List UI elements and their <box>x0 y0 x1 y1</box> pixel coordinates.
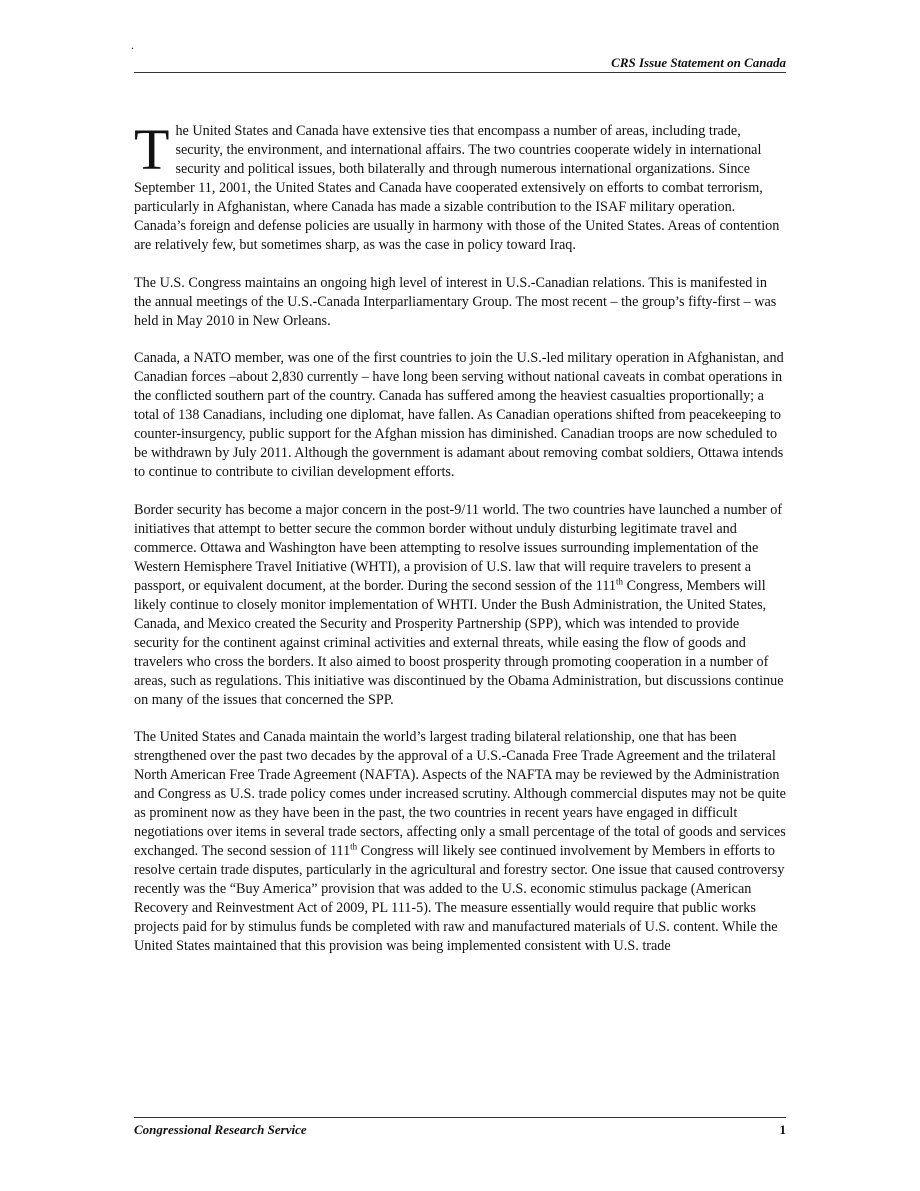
paragraph-trade-text-a: The United States and Canada maintain the world’s largest trading bilateral relationship, one that has been strengthened over the past two decades by the approval of a U.S.-Canada Free Trade Agreement and the trilateral North American Free Trade Agreement (NAFTA). Aspects of the NAFTA may be reviewed by the Administration and Congress as U.S. trade policy comes under increased scrutiny. Although commercial disputes may not be quite as prominent now as they have been in the past, the two countries in recent years have engaged in difficult negotiations over items in several trade sectors, affecting only a small percentage of the total of goods and services exchanged. The second session of 111 <box>134 729 786 860</box>
footer-source: Congressional Research Service <box>134 1122 307 1137</box>
paragraph-intro <box>134 117 786 255</box>
paragraph-border-security <box>134 501 786 709</box>
paragraph-intro-text: he United States and Canada have extensive ties that encompass a number of areas, including trade, security, the environment, and international affairs. The two countries cooperate widely in international security and political issues, both bilaterally and through numerous international organizations. Since September 11, 2001, the United States and Canada have cooperated extensively on efforts to combat terrorism, particularly in Afghanistan, where Canada has made a sizable contribution to the ISAF military operation. Canada’s foreign and defense policies are usually in harmony with those of the United States. Areas of contention are relatively few, but sometimes sharp, as was the case in policy toward Iraq. <box>134 123 780 253</box>
document-body <box>134 117 786 975</box>
page-number: 1 <box>779 1122 786 1137</box>
superscript-th: th <box>350 841 358 852</box>
paragraph-border-security-text-b: Congress, Members will likely continue to closely monitor implementation of WHTI. Under the Bush Administration, the United States, Canada, and Mexico created the Security and Prosperity Partnership (SPP), which was intended to provide security for the continent against criminal activities and external threats, while easing the flow of goods and travelers who cross the borders. It also aimed to boost prosperity through promoting cooperation in a number of areas, such as regulations. This initiative was discontinued by the Obama Administration, but discussions continue on many of the issues that concerned the SPP. <box>134 577 784 708</box>
paragraph-congress: The U.S. Congress maintains an ongoing high level of interest in U.S.-Canadian relations. This is manifested in the annual meetings of the U.S.-Canada Interparliamentary Group. The most recent – the group’s fifty-first – was held in May 2010 in New Orleans. <box>134 274 777 329</box>
drop-cap: T <box>134 117 170 182</box>
paragraph-afghanistan: Canada, a NATO member, was one of the first countries to join the U.S.-led military operation in Afghanistan, and Canadian forces –about 2,830 currently – have long been serving without national caveats in combat operations in the conflicted southern part of the country. Canada has suffered among the heaviest casualties proportionally; a total of 138 Canadians, including one diplomat, have fallen. As Canadian operations shifted from peacekeeping to counter-insurgency, public support for the Afghan mission has diminished. Canadian troops are now scheduled to be withdrawn by July 2011. Although the government is adamant about removing combat soldiers, Ottawa intends to continue to contribute to civilian development efforts. <box>134 350 784 481</box>
paragraph-trade <box>134 728 786 955</box>
stray-mark: . <box>131 38 134 52</box>
paragraph-trade-text-b: Congress will likely see continued involvement by Members in efforts to resolve certain trade disputes, particularly in the agricultural and forestry sector. One issue that caused controversy recently was the “Buy America” provision that was added to the U.S. economic stimulus package (American Recovery and Reinvestment Act of 2009, PL 111-5). The measure essentially would require that public works projects paid for by stimulus funds be completed with raw and manufactured materials of U.S. content. While the United States maintained that this provision was being implemented consistent with U.S. trade <box>134 843 785 954</box>
header-title: CRS Issue Statement on Canada <box>611 55 786 70</box>
paragraph-border-security-text-a: Border security has become a major concern in the post-9/11 world. The two countries have launched a number of initiatives that attempt to better secure the common border without unduly disturbing legitimate travel and commerce. Ottawa and Washington have been attempting to resolve issues surrounding implementation of the Western Hemisphere Travel Initiative (WHTI), a provision of U.S. law that will require travelers to present a passport, or equivalent document, at the border. During the second session of the 111 <box>134 502 783 594</box>
running-header <box>134 55 786 73</box>
page-footer <box>134 1117 786 1137</box>
superscript-th: th <box>616 576 624 587</box>
